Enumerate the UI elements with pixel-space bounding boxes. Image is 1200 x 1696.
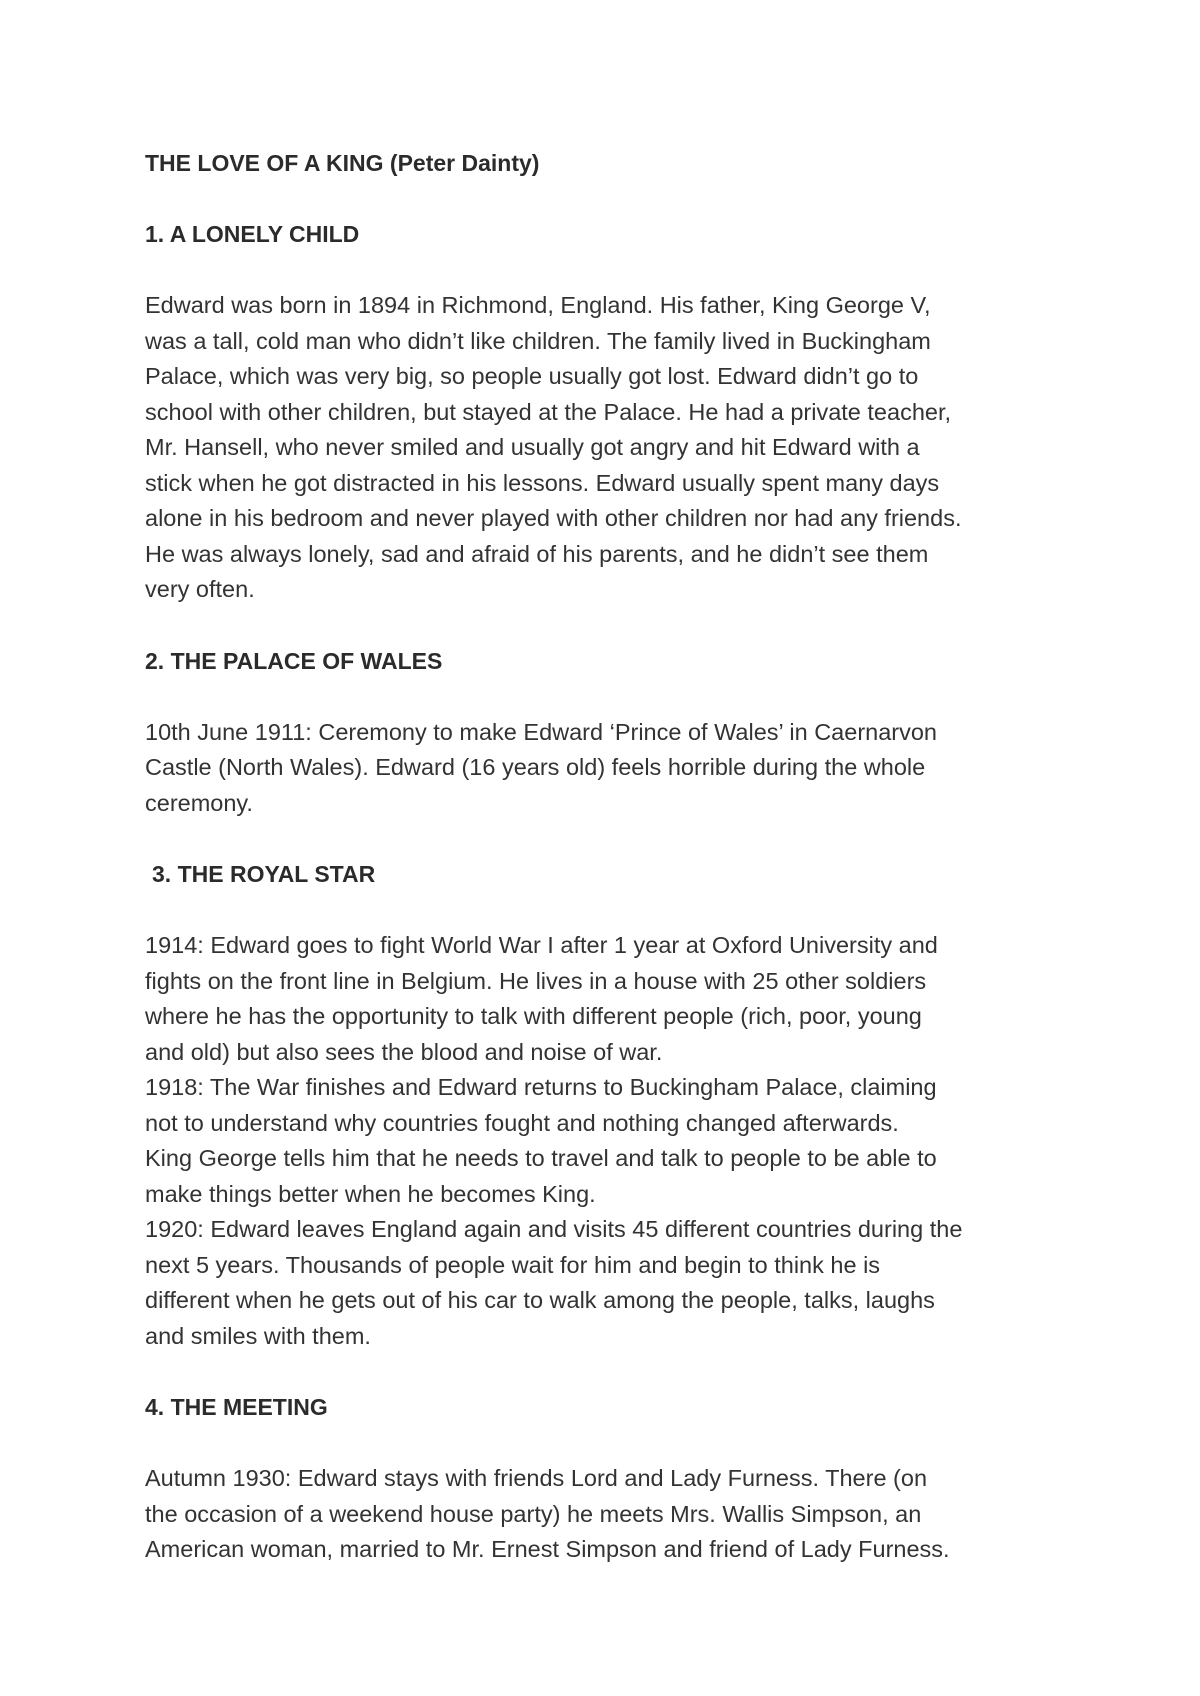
text-line: not to understand why countries fought and nothing changed afterwards. (145, 1109, 899, 1136)
spacer (145, 181, 1075, 217)
spacer (145, 821, 1075, 857)
section-paragraph-royal-star (145, 928, 1075, 1354)
text-line: 1920: Edward leaves England again and visits 45 different countries during the (145, 1216, 963, 1242)
text-line: alone in his bedroom and never played with other children nor had any friends. (145, 505, 962, 531)
text-line: stick when he got distracted in his lessons. Edward usually spent many days (145, 469, 940, 496)
document-body (145, 146, 1075, 1568)
text-line: Edward was born in 1894 in Richmond, England. His father, King George V, (145, 292, 931, 318)
text-line: King George tells him that he needs to travel and talk to people to be able to (145, 1145, 937, 1171)
section-paragraph-palace-of-wales (145, 715, 1075, 822)
text-line: very often. (145, 576, 255, 602)
text-line: ceremony. (145, 789, 253, 816)
section-heading-royal-star: 3. THE ROYAL STAR (152, 861, 376, 887)
text-line: and smiles with them. (145, 1322, 371, 1349)
spacer (145, 608, 1075, 644)
text-line: and old) but also sees the blood and noise of war. (145, 1038, 663, 1065)
spacer (145, 679, 1075, 715)
text-line: different when he gets out of his car to walk among the people, talks, laughs (145, 1287, 935, 1313)
text-line: school with other children, but stayed at the Palace. He had a private teacher, (145, 398, 952, 425)
text-line: Mr. Hansell, who never smiled and usually got angry and hit Edward with a (145, 434, 920, 460)
section-heading-palace-of-wales: 2. THE PALACE OF WALES (145, 647, 443, 674)
text-line: Castle (North Wales). Edward (16 years old) feels horrible during the whole (145, 754, 926, 780)
spacer (145, 252, 1075, 288)
document-title: THE LOVE OF A KING (Peter Dainty) (145, 150, 540, 176)
spacer (145, 1354, 1075, 1390)
text-line: fights on the front line in Belgium. He lives in a house with 25 other soldiers (145, 967, 927, 994)
text-line: next 5 years. Thousands of people wait for him and begin to think he is (145, 1251, 881, 1278)
text-line: make things better when he becomes King. (145, 1180, 596, 1207)
section-paragraph-the-meeting (145, 1461, 1075, 1568)
text-line: Autumn 1930: Edward stays with friends Lord and Lady Furness. There (on (145, 1465, 928, 1491)
text-line: Palace, which was very big, so people usually got lost. Edward didn’t go to (145, 363, 919, 389)
text-line: 1918: The War finishes and Edward returns to Buckingham Palace, claiming (145, 1074, 937, 1100)
spacer (145, 892, 1075, 928)
text-line: 10th June 1911: Ceremony to make Edward ‘Prince of Wales’ in Caernarvon (145, 718, 938, 745)
section-heading-lonely-child: 1. A LONELY CHILD (145, 221, 360, 247)
section-paragraph-lonely-child (145, 288, 1075, 608)
spacer (145, 1425, 1075, 1461)
text-line: was a tall, cold man who didn’t like children. The family lived in Buckingham (145, 327, 931, 354)
text-line: He was always lonely, sad and afraid of his parents, and he didn’t see them (145, 540, 929, 567)
text-line: the occasion of a weekend house party) he meets Mrs. Wallis Simpson, an (145, 1500, 922, 1527)
section-heading-the-meeting: 4. THE MEETING (145, 1394, 328, 1420)
text-line: 1914: Edward goes to fight World War I after 1 year at Oxford University and (145, 932, 938, 958)
text-line: American woman, married to Mr. Ernest Simpson and friend of Lady Furness. (145, 1536, 950, 1562)
text-line: where he has the opportunity to talk with different people (rich, poor, young (145, 1003, 922, 1029)
